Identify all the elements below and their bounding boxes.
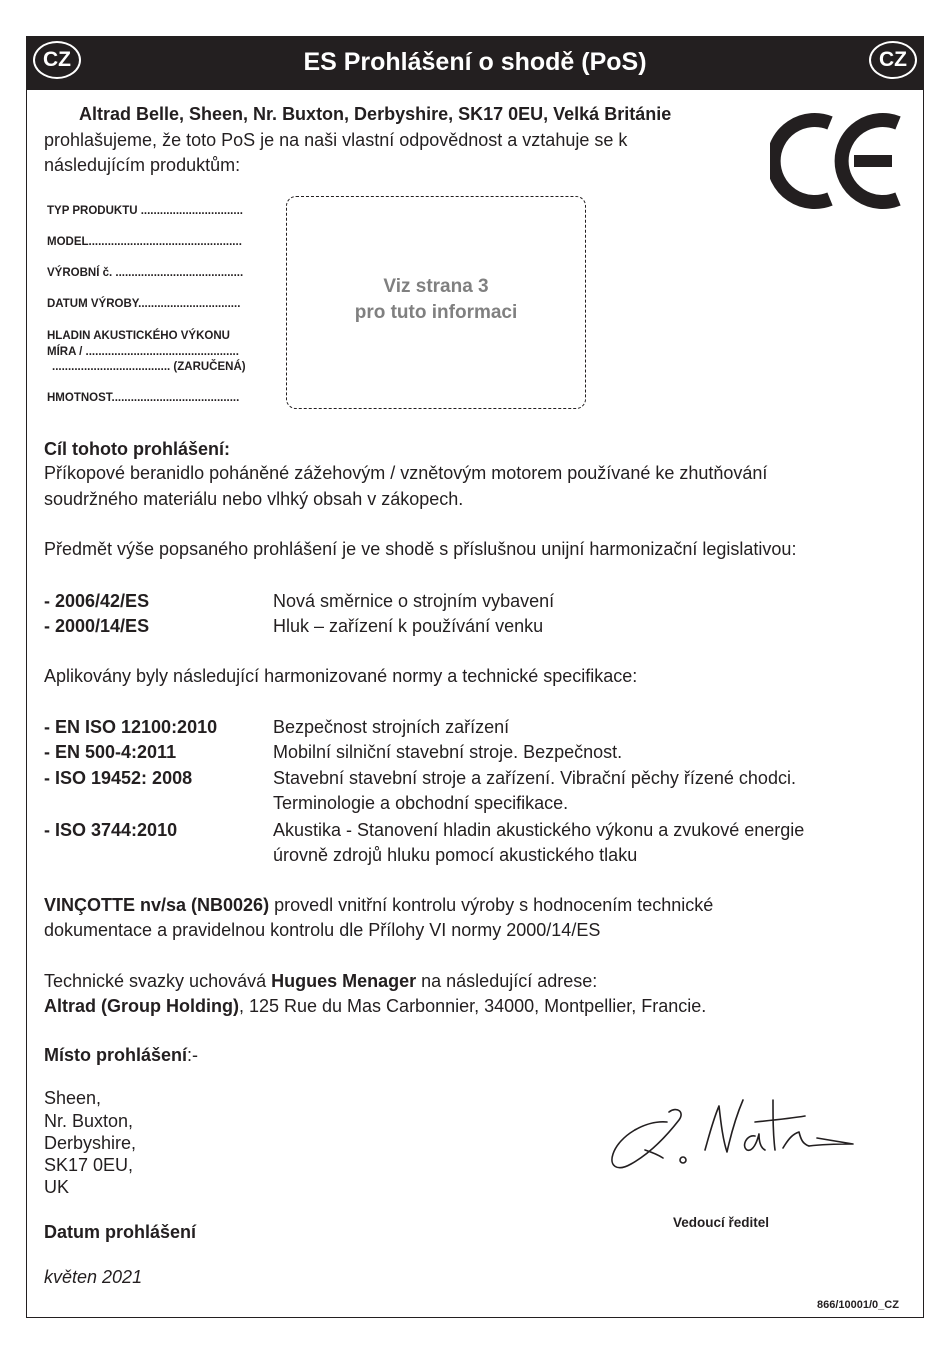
tech-file-line-1 <box>44 970 597 992</box>
info-box-line-1: Viz strana 3 <box>383 276 489 297</box>
info-box <box>286 196 586 409</box>
tech-file-company: Altrad (Group Holding) <box>44 996 239 1016</box>
purpose-line-2: soudržného materiálu nebo vlhký obsah v zákopech. <box>44 489 464 509</box>
standard-description-cont: úrovně zdrojů hluku pomocí akustického tlaku <box>273 845 638 865</box>
directive-code: - 2006/42/ES <box>44 591 150 611</box>
purpose-heading: Cíl tohoto prohlášení: <box>44 439 230 459</box>
intro-line-2: následujícím produktům: <box>44 155 241 175</box>
directive-code: - 2000/14/ES <box>44 616 150 636</box>
place-heading-line <box>44 1044 198 1066</box>
address-line: Sheen, <box>44 1088 102 1108</box>
language-badge-right: CZ <box>869 41 917 79</box>
conformity-statement: Předmět výše popsaného prohlášení je ve shodě s příslušnou unijní harmonizační legislativou: <box>44 539 797 559</box>
standard-description: Mobilní silniční stavební stroje. Bezpečnost. <box>273 742 623 762</box>
place-heading: Místo prohlášení <box>44 1045 188 1065</box>
language-badge-left: CZ <box>33 41 81 79</box>
header-bar <box>26 36 924 90</box>
field-product-type: TYP PRODUKTU ................................ <box>47 205 243 217</box>
standard-description: Bezpečnost strojních zařízení <box>273 717 510 737</box>
standard-code: - ISO 19452: 2008 <box>44 768 193 788</box>
info-box-line-2: pro tuto informaci <box>354 302 518 323</box>
tech-file-person: Hugues Menager <box>271 971 417 991</box>
field-sound-measured: MÍRA / ................................................ <box>47 346 239 358</box>
signature <box>605 1092 860 1177</box>
standard-description: Stavební stavební stroje a zařízení. Vibrační pěchy řízené chodci. <box>273 768 796 788</box>
field-sound-power-level: HLADIN AKUSTICKÉHO VÝKONU <box>47 330 230 342</box>
ce-mark-icon <box>770 105 902 217</box>
manufacturer-line: Altrad Belle, Sheen, Nr. Buxton, Derbyshire, SK17 0EU, Velká Británie <box>79 104 672 124</box>
standard-code: - EN 500-4:2011 <box>44 742 177 762</box>
tech-file-suffix: na následující adrese: <box>416 971 598 991</box>
place-heading-suffix: :- <box>187 1045 199 1065</box>
field-manufacture-date: DATUM VÝROBY................................ <box>47 298 241 310</box>
address-line: UK <box>44 1177 70 1197</box>
standard-code: - ISO 3744:2010 <box>44 820 178 840</box>
standards-intro: Aplikovány byly následující harmonizované normy a technické specifikace: <box>44 666 638 686</box>
notified-body-text: provedl vnitřní kontrolu výroby s hodnocením technické <box>269 895 714 915</box>
document-title: ES Prohlášení o shodě (PoS) <box>303 48 647 76</box>
address-line: SK17 0EU, <box>44 1155 134 1175</box>
field-sound-guaranteed: ..................................... (ZARUČENÁ) <box>52 361 246 373</box>
document-reference: 866/10001/0_CZ <box>817 1299 899 1311</box>
purpose-line-1: Příkopové beranidlo poháněné zážehovým / vznětovým motorem používané ke zhutňování <box>44 463 768 483</box>
standard-code: - EN ISO 12100:2010 <box>44 717 218 737</box>
field-weight: HMOTNOST........................................ <box>47 392 240 404</box>
directive-description: Hluk – zařízení k používání venku <box>273 616 544 636</box>
tech-file-line-2 <box>44 995 706 1017</box>
address-line: Nr. Buxton, <box>44 1111 134 1131</box>
notified-body-line-1 <box>44 894 713 916</box>
tech-file-prefix: Technické svazky uchovává <box>44 971 272 991</box>
notified-body-line-2: dokumentace a pravidelnou kontrolu dle Přílohy VI normy 2000/14/ES <box>44 920 601 940</box>
intro-line-1: prohlašujeme, že toto PoS je na naši vlastní odpovědnost a vztahuje se k <box>44 130 628 150</box>
notified-body-name: VINÇOTTE nv/sa (NB0026) <box>44 895 270 915</box>
directive-description: Nová směrnice o strojním vybavení <box>273 591 555 611</box>
field-serial-number: VÝROBNÍ č. ........................................ <box>47 267 244 279</box>
declaration-date: květen 2021 <box>44 1267 143 1287</box>
standard-description-cont: Terminologie a obchodní specifikace. <box>273 793 569 813</box>
field-model: MODEL................................................ <box>47 236 242 248</box>
tech-file-address: , 125 Rue du Mas Carbonnier, 34000, Montpellier, Francie. <box>238 996 707 1016</box>
signatory-title: Vedoucí ředitel <box>673 1215 770 1230</box>
date-heading: Datum prohlášení <box>44 1222 197 1242</box>
address-line: Derbyshire, <box>44 1133 137 1153</box>
standard-description: Akustika - Stanovení hladin akustického výkonu a zvukové energie <box>273 820 805 840</box>
